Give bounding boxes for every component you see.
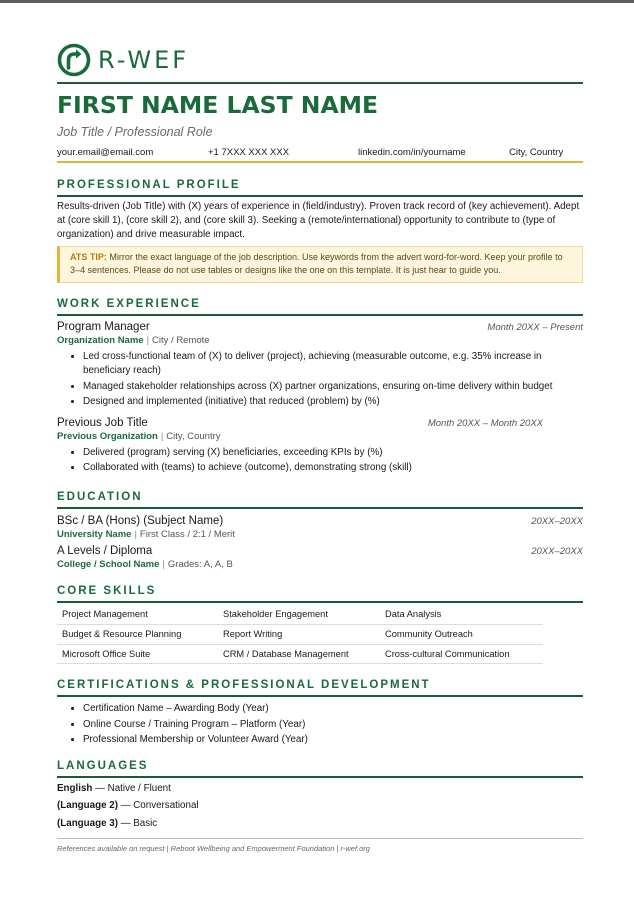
skill-item: Microsoft Office Suite bbox=[57, 645, 218, 665]
experience-section bbox=[57, 297, 583, 476]
education-section bbox=[57, 490, 583, 570]
job-title-subtitle: Job Title / Professional Role bbox=[57, 125, 213, 139]
skill-item: Community Outreach bbox=[380, 625, 543, 645]
language-name: (Language 2) bbox=[57, 800, 118, 812]
separator: | bbox=[146, 334, 150, 346]
list-item: • Delivered (program) serving (X) beneficiaries, exceeding KPIs by (%) bbox=[83, 445, 583, 461]
ats-tip-label: ATS TIP: bbox=[70, 252, 107, 263]
list-item: • Collaborated with (teams) to achieve (outcome), demonstrating strong (skill) bbox=[83, 460, 583, 476]
skill-item: Cross-cultural Communication bbox=[380, 645, 543, 665]
skill-item: Report Writing bbox=[218, 625, 380, 645]
education-dates: 20XX–20XX bbox=[531, 545, 583, 557]
skill-item: Stakeholder Engagement bbox=[218, 605, 380, 625]
section-heading: WORK EXPERIENCE bbox=[57, 297, 583, 316]
education-detail: First Class / 2:1 / Merit bbox=[139, 528, 235, 540]
language-item bbox=[57, 797, 583, 815]
job-title: Program Manager bbox=[57, 320, 150, 333]
resume-page bbox=[57, 38, 583, 853]
organization-name: Previous Organization bbox=[57, 430, 158, 442]
job-location: City / Remote bbox=[152, 334, 210, 346]
skill-item: Data Analysis bbox=[380, 605, 543, 625]
job-entry bbox=[57, 417, 583, 476]
education-entry bbox=[57, 545, 583, 570]
ats-tip-text: Mirror the exact language of the job description. Use keywords from the advert word-for-word. Keep your profile to 3–4 sentences. Please do not use tables or designs like the one on this template. It is just hear to guide you. bbox=[70, 252, 563, 276]
circular-arrow-icon bbox=[57, 43, 91, 77]
section-heading: CORE SKILLS bbox=[57, 584, 583, 603]
brand-logo-text: R-WEF bbox=[98, 46, 190, 74]
job-location: City, Country bbox=[166, 430, 221, 442]
language-level: — Native / Fluent bbox=[95, 782, 171, 794]
language-item bbox=[57, 780, 583, 798]
skill-item: CRM / Database Management bbox=[218, 645, 380, 665]
list-item: • Led cross-functional team of (X) to deliver (project), achieving (measurable outcome, e.g. 35% increase in beneficiary reach) bbox=[83, 349, 583, 379]
job-bullets bbox=[57, 445, 583, 476]
contact-divider bbox=[57, 161, 583, 163]
separator: | bbox=[162, 558, 165, 570]
language-level: — Basic bbox=[120, 817, 158, 829]
degree-title: A Levels / Diploma bbox=[57, 544, 153, 557]
job-dates: Month 20XX – Month 20XX bbox=[427, 417, 543, 429]
contact-phone: +1 7XXX XXX XXX bbox=[208, 147, 290, 158]
job-title: Previous Job Title bbox=[57, 416, 148, 429]
separator: | bbox=[134, 528, 137, 540]
education-entry bbox=[57, 515, 583, 540]
language-level: — Conversational bbox=[120, 800, 199, 812]
header-divider bbox=[57, 82, 583, 84]
skill-item: Project Management bbox=[57, 605, 218, 625]
certifications-list bbox=[57, 701, 583, 748]
job-bullets bbox=[57, 349, 583, 410]
certifications-section bbox=[57, 678, 583, 748]
section-heading: LANGUAGES bbox=[57, 759, 583, 778]
contact-line bbox=[57, 144, 583, 161]
contact-location: City, Country bbox=[509, 147, 564, 158]
job-dates: Month 20XX – Present bbox=[487, 321, 583, 333]
list-item: • Managed stakeholder relationships across (X) partner organizations, ensuring on-time delivery within budget bbox=[83, 379, 583, 395]
education-detail: Grades: A, A, B bbox=[167, 558, 233, 570]
school-name: University Name bbox=[57, 528, 132, 540]
skill-item: Budget & Resource Planning bbox=[57, 625, 218, 645]
skills-section bbox=[57, 584, 583, 664]
contact-linkedin[interactable]: linkedin.com/in/yourname bbox=[358, 147, 466, 158]
profile-text: Results-driven (Job Title) with (X) years of experience in (field/industry). Proven track record of (key achievement). Adept at (core skill 1), (core skill 2), and (core skill 3). Seeking a (remote/international) opportunity to contribute to (type of organization) and drive measurable impact. bbox=[57, 201, 580, 240]
list-item: • Certification Name – Awarding Body (Year) bbox=[83, 701, 583, 717]
contact-email[interactable]: your.email@email.com bbox=[57, 147, 154, 158]
organization-name: Organization Name bbox=[57, 334, 144, 346]
list-item: • Online Course / Training Program – Platform (Year) bbox=[83, 717, 583, 733]
school-name: College / School Name bbox=[57, 558, 160, 570]
section-heading: EDUCATION bbox=[57, 490, 583, 509]
top-border-line bbox=[0, 0, 634, 3]
section-heading: PROFESSIONAL PROFILE bbox=[57, 178, 583, 197]
candidate-name: FIRST NAME LAST NAME bbox=[57, 91, 379, 119]
list-item: • Professional Membership or Volunteer Award (Year) bbox=[83, 732, 583, 748]
skills-grid bbox=[57, 605, 543, 664]
list-item: • Designed and implemented (initiative) that reduced (problem) by (%) bbox=[83, 394, 583, 410]
job-entry bbox=[57, 321, 583, 410]
ats-tip-box bbox=[57, 246, 583, 283]
job-organization-line bbox=[57, 431, 583, 442]
school-line bbox=[57, 529, 583, 540]
degree-title: BSc / BA (Hons) (Subject Name) bbox=[57, 514, 224, 527]
school-line bbox=[57, 559, 583, 570]
footer-note: References available on request | Reboot Wellbeing and Empowerment Foundation | r-wef.org bbox=[57, 838, 583, 853]
language-name: (Language 3) bbox=[57, 817, 118, 829]
language-name: English bbox=[57, 782, 93, 794]
separator: | bbox=[160, 430, 164, 442]
section-heading: CERTIFICATIONS & PROFESSIONAL DEVELOPMENT bbox=[57, 678, 583, 697]
brand-logo bbox=[57, 38, 583, 82]
languages-section bbox=[57, 759, 583, 833]
language-item bbox=[57, 815, 583, 833]
education-dates: 20XX–20XX bbox=[531, 515, 583, 527]
job-organization-line bbox=[57, 335, 583, 346]
profile-section bbox=[57, 178, 583, 283]
